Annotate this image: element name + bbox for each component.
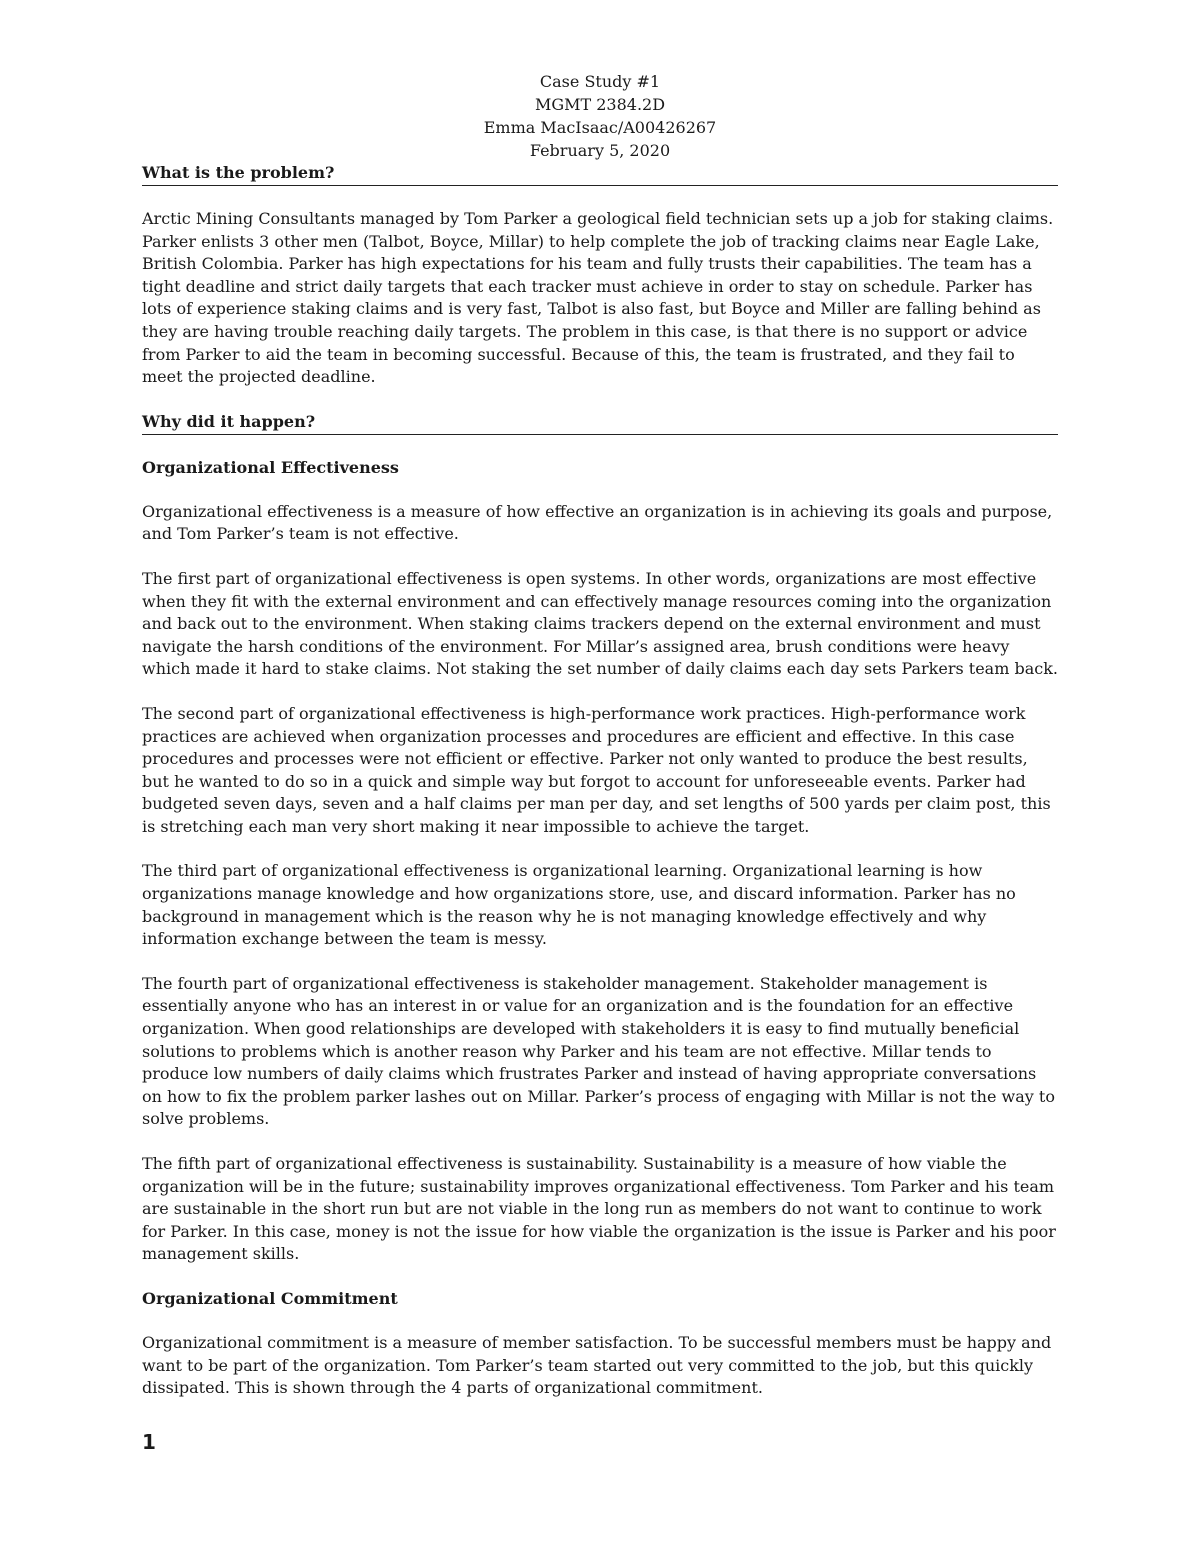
paragraph-commitment-intro: Organizational commitment is a measure of member satisfaction. To be successful members must be happy and want to be part of the organization. Tom Parker’s team started out very committed to the job, but this quickly dissipated. This is shown through the 4 parts of organizational commitment. — [142, 1332, 1052, 1398]
paragraph-sustainability: The fifth part of organizational effectiveness is sustainability. Sustainability is a measure of how viable the organization will be in the future; sustainability improves organizational effectiveness. Tom Parker and his team are sustainable in the short run but are not viable in the long run as members do not want to continue to work for Parker. In this case, money is not the issue for how viable the organization is the issue is Parker and his poor management skills. — [142, 1154, 1056, 1264]
paragraph-organizational-learning: The third part of organizational effectiveness is organizational learning. Organizational learning is how organizations manage knowledge and how organizations store, use, and discard information. Parker has no background in management which is the reason why he is not managing knowledge effectively and why information exchange between the team is messy. — [142, 861, 1016, 949]
header-author: Emma MacIsaac/A00426267 — [483, 118, 717, 137]
paragraph-stakeholder-management: The fourth part of organizational effectiveness is stakeholder management. Stakeholder management is essentially anyone who has an interest in or value for an organization and is the foundation for an effective organization. When good relationships are developed with stakeholders it is easy to find mutually beneficial solutions to problems which is another reason why Parker and his team are not effective. Millar tends to produce low numbers of daily claims which frustrates Parker and instead of having appropriate conversations on how to fix the problem parker lashes out on Millar. Parker’s process of engaging with Millar is not the way to solve problems. — [142, 973, 1055, 1129]
document-body — [142, 162, 1058, 1422]
subheading-organizational-commitment: Organizational Commitment — [142, 1288, 398, 1308]
subheading-organizational-effectiveness: Organizational Effectiveness — [142, 457, 399, 477]
heading-what-is-the-problem: What is the problem? — [142, 162, 1058, 186]
heading-why-did-it-happen: Why did it happen? — [142, 411, 1058, 435]
header-date: February 5, 2020 — [529, 141, 671, 160]
paragraph-high-performance: The second part of organizational effectiveness is high-performance work practices. High-performance work practices are achieved when organization processes and procedures are efficient and effective. In this case procedures and processes were not efficient or effective. Parker not only wanted to produce the best results, but he wanted to do so in a quick and simple way but forgot to account for unforeseeable events. Parker had budgeted seven days, seven and a half claims per man per day, and set lengths of 500 yards per claim post, this is stretching each man very short making it near impossible to achieve the target. — [142, 703, 1051, 836]
header-course-code: MGMT 2384.2D — [534, 95, 666, 114]
page-number: 1 — [142, 1430, 156, 1454]
paragraph-problem: Arctic Mining Consultants managed by Tom Parker a geological field technician sets up a job for staking claims. Parker enlists 3 other men (Talbot, Boyce, Millar) to help complete the job of tracking claims near Eagle Lake, British Colombia. Parker has high expectations for his team and fully trusts their capabilities. The team has a tight deadline and strict daily targets that each tracker must achieve in order to stay on schedule. Parker has lots of experience staking claims and is very fast, Talbot is also fast, but Boyce and Miller are falling behind as they are having trouble reaching daily targets. The problem in this case, is that there is no support or advice from Parker to aid the team in becoming successful. Because of this, the team is frustrated, and they fail to meet the projected deadline. — [142, 209, 1054, 387]
paragraph-effectiveness-intro: Organizational effectiveness is a measure of how effective an organization is in achieving its goals and purpose, and Tom Parker’s team is not effective. — [142, 501, 1053, 544]
document-header — [142, 70, 1058, 162]
paragraph-open-systems: The first part of organizational effectiveness is open systems. In other words, organizations are most effective when they fit with the external environment and can effectively manage resources coming into the organization and back out to the environment. When staking claims trackers depend on the external environment and must navigate the harsh conditions of the environment. For Millar’s assigned area, brush conditions were heavy which made it hard to stake claims. Not staking the set number of daily claims each day sets Parkers team back. — [142, 568, 1058, 679]
header-case-study: Case Study #1 — [539, 72, 661, 91]
